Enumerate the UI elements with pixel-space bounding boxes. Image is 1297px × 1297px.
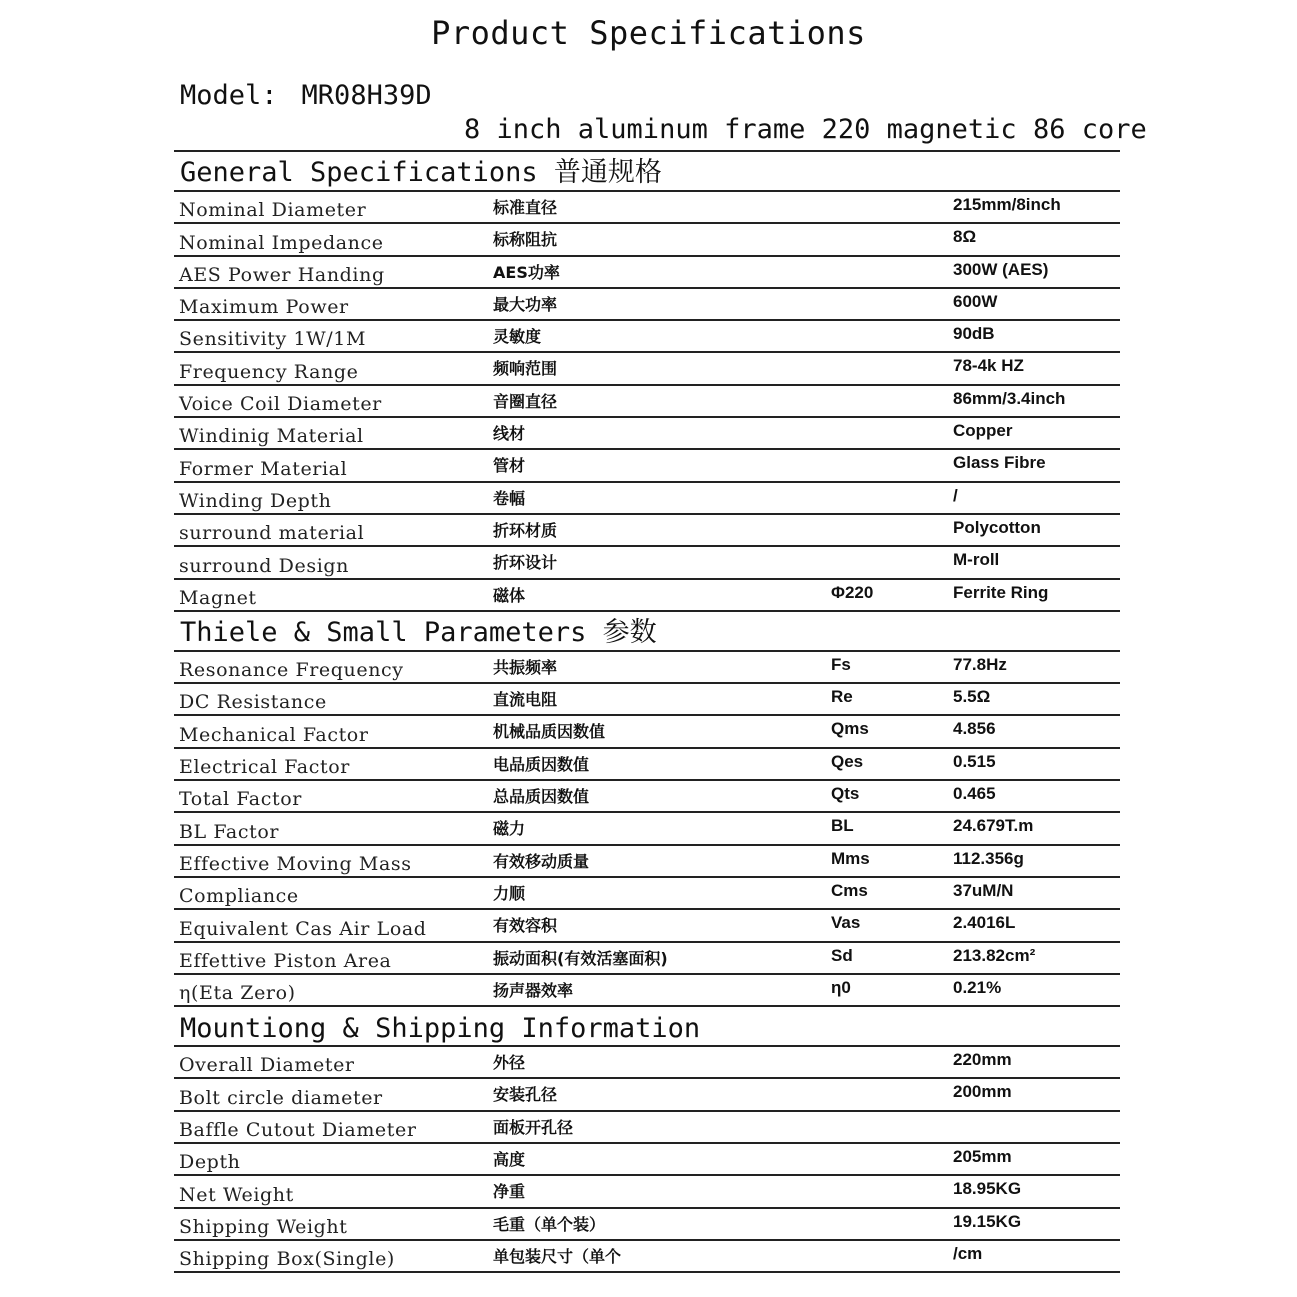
spec-value: 8Ω bbox=[953, 227, 977, 247]
section-title: Thiele & Small Parameters 参数 bbox=[180, 616, 657, 648]
spec-name-cn: 直流电阻 bbox=[493, 690, 558, 710]
spec-name-en: Net Weight bbox=[179, 1183, 294, 1206]
spec-value: 77.8Hz bbox=[953, 654, 1007, 674]
spec-value: 112.356g bbox=[953, 848, 1024, 868]
spec-name-cn: 磁体 bbox=[493, 585, 526, 605]
spec-row bbox=[174, 547, 1120, 579]
section-heading bbox=[174, 152, 1120, 192]
spec-name-cn: 标称阻抗 bbox=[493, 230, 558, 250]
spec-name-en: Resonance Frequency bbox=[179, 659, 404, 682]
spec-name-cn: 线材 bbox=[493, 424, 526, 444]
spec-name-en: Frequency Range bbox=[179, 360, 359, 383]
spec-row bbox=[174, 418, 1120, 450]
spec-name-en: Bolt circle diameter bbox=[179, 1086, 383, 1109]
spec-value: 200mm bbox=[953, 1082, 1012, 1102]
spec-value: 2.4016L bbox=[953, 913, 1016, 933]
spec-symbol: Qts bbox=[831, 784, 860, 804]
spec-row bbox=[174, 975, 1120, 1007]
spec-name-en: Depth bbox=[179, 1151, 241, 1174]
spec-name-cn: 音圈直径 bbox=[493, 391, 558, 411]
spec-row bbox=[174, 813, 1120, 845]
spec-name-cn: 管材 bbox=[493, 456, 526, 476]
spec-value: 300W (AES) bbox=[953, 259, 1049, 279]
spec-name-en: Electrical Factor bbox=[179, 756, 350, 779]
spec-name-cn: 净重 bbox=[493, 1182, 526, 1202]
spec-name-cn: 单包装尺寸（单个 bbox=[493, 1246, 622, 1266]
spec-symbol: Mms bbox=[831, 848, 870, 868]
spec-name-en: Voice Coil Diameter bbox=[179, 393, 382, 416]
spec-name-cn: 高度 bbox=[493, 1150, 526, 1170]
spec-row bbox=[174, 878, 1120, 910]
spec-value: /cm bbox=[953, 1243, 983, 1263]
spec-symbol: Sd bbox=[831, 945, 853, 965]
spec-value: 86mm/3.4inch bbox=[953, 388, 1066, 408]
spec-row bbox=[174, 1144, 1120, 1176]
spec-name-cn: 力顺 bbox=[493, 883, 526, 903]
spec-name-cn: 卷幅 bbox=[493, 488, 526, 508]
spec-name-en: Baffle Cutout Diameter bbox=[179, 1119, 417, 1142]
spec-name-cn: 总品质因数值 bbox=[493, 787, 590, 807]
spec-row bbox=[174, 386, 1120, 418]
spec-name-en: Nominal Diameter bbox=[179, 199, 367, 222]
model-line bbox=[180, 80, 432, 111]
spec-name-en: Shipping Weight bbox=[179, 1215, 348, 1238]
spec-row bbox=[174, 450, 1120, 482]
spec-value: Ferrite Ring bbox=[953, 582, 1049, 602]
spec-value: 18.95KG bbox=[953, 1179, 1022, 1199]
spec-value: / bbox=[953, 485, 958, 505]
spec-row bbox=[174, 289, 1120, 321]
spec-row bbox=[174, 321, 1120, 353]
spec-name-en: surround material bbox=[179, 522, 365, 545]
spec-name-cn: 扬声器效率 bbox=[493, 980, 574, 1000]
spec-row bbox=[174, 1079, 1120, 1111]
spec-name-en: Equivalent Cas Air Load bbox=[179, 917, 427, 940]
spec-name-en: Total Factor bbox=[179, 788, 302, 811]
spec-row bbox=[174, 515, 1120, 547]
spec-name-en: BL Factor bbox=[179, 820, 280, 843]
spec-row bbox=[174, 846, 1120, 878]
spec-value: Glass Fibre bbox=[953, 453, 1046, 473]
spec-row bbox=[174, 1176, 1120, 1208]
spec-name-cn: 最大功率 bbox=[493, 294, 558, 314]
spec-name-en: Winding Depth bbox=[179, 489, 332, 512]
spec-value: 213.82cm² bbox=[953, 945, 1036, 965]
spec-name-en: η(Eta Zero) bbox=[179, 982, 296, 1005]
spec-value: 0.21% bbox=[953, 977, 1002, 997]
spec-value: 220mm bbox=[953, 1050, 1012, 1070]
spec-symbol: Vas bbox=[831, 913, 861, 933]
spec-value: Copper bbox=[953, 421, 1013, 441]
spec-name-cn: 有效容积 bbox=[493, 916, 558, 936]
spec-row bbox=[174, 257, 1120, 289]
spec-name-en: Former Material bbox=[179, 457, 348, 480]
spec-value: 37uM/N bbox=[953, 880, 1014, 900]
section-heading bbox=[174, 612, 1120, 652]
spec-name-en: Maximum Power bbox=[179, 296, 349, 319]
spec-symbol: Φ220 bbox=[831, 582, 874, 602]
spec-table bbox=[174, 150, 1120, 1273]
spec-name-en: Effective Moving Mass bbox=[179, 852, 412, 875]
spec-value: 600W bbox=[953, 291, 998, 311]
spec-name-cn: 共振频率 bbox=[493, 657, 558, 677]
spec-value: 215mm/8inch bbox=[953, 195, 1061, 214]
spec-row bbox=[174, 580, 1120, 612]
spec-name-cn: 面板开孔径 bbox=[493, 1117, 574, 1137]
spec-name-cn: 折环材质 bbox=[493, 520, 558, 540]
spec-value: Polycotton bbox=[953, 517, 1041, 537]
section-heading bbox=[174, 1007, 1120, 1047]
spec-symbol: BL bbox=[831, 816, 854, 836]
spec-value: 4.856 bbox=[953, 719, 996, 739]
spec-name-cn: 频响范围 bbox=[493, 359, 558, 379]
spec-name-cn: 折环设计 bbox=[493, 553, 558, 573]
spec-name-en: DC Resistance bbox=[179, 691, 327, 714]
section-title: Mountiong & Shipping Information bbox=[180, 1013, 701, 1045]
spec-symbol: η0 bbox=[831, 977, 851, 997]
product-subtitle: 8 inch aluminum frame 220 magnetic 86 core bbox=[464, 114, 1147, 145]
model-value: MR08H39D bbox=[301, 80, 432, 111]
spec-name-cn: 有效移动质量 bbox=[493, 851, 590, 871]
spec-name-en: Compliance bbox=[179, 885, 299, 908]
spec-name-cn: AES功率 bbox=[493, 262, 560, 282]
spec-row bbox=[174, 943, 1120, 975]
model-label: Model: bbox=[180, 80, 278, 111]
spec-name-cn: 安装孔径 bbox=[493, 1085, 558, 1105]
spec-row bbox=[174, 1241, 1120, 1273]
spec-row bbox=[174, 716, 1120, 748]
spec-row bbox=[174, 353, 1120, 385]
spec-value: 0.465 bbox=[953, 784, 996, 804]
spec-value: 78-4k HZ bbox=[953, 356, 1024, 376]
spec-name-en: Effettive Piston Area bbox=[179, 949, 392, 972]
spec-name-en: Magnet bbox=[179, 586, 257, 609]
spec-value: 90dB bbox=[953, 324, 995, 344]
spec-row bbox=[174, 1112, 1120, 1144]
spec-row bbox=[174, 1209, 1120, 1241]
spec-value: 5.5Ω bbox=[953, 687, 991, 707]
spec-row bbox=[174, 1047, 1120, 1079]
spec-row bbox=[174, 652, 1120, 684]
spec-row bbox=[174, 749, 1120, 781]
spec-name-cn: 电品质因数值 bbox=[493, 754, 590, 774]
spec-name-en: Windinig Material bbox=[179, 425, 364, 448]
spec-name-cn: 标准直径 bbox=[493, 198, 558, 217]
spec-name-en: Mechanical Factor bbox=[179, 723, 369, 746]
spec-name-en: Nominal Impedance bbox=[179, 231, 384, 254]
spec-name-cn: 灵敏度 bbox=[493, 327, 542, 347]
spec-name-en: AES Power Handing bbox=[179, 263, 385, 286]
spec-value: 19.15KG bbox=[953, 1211, 1022, 1231]
spec-name-en: Overall Diameter bbox=[179, 1054, 355, 1077]
spec-row bbox=[174, 781, 1120, 813]
spec-symbol: Qes bbox=[831, 751, 864, 771]
spec-name-en: Shipping Box(Single) bbox=[179, 1248, 395, 1271]
spec-row bbox=[174, 483, 1120, 515]
spec-value: 0.515 bbox=[953, 751, 996, 771]
spec-name-cn: 磁力 bbox=[493, 819, 526, 839]
spec-name-cn: 外径 bbox=[493, 1053, 526, 1073]
spec-row bbox=[174, 910, 1120, 942]
spec-value: 24.679T.m bbox=[953, 816, 1034, 836]
spec-symbol: Qms bbox=[831, 719, 869, 739]
spec-row bbox=[174, 224, 1120, 256]
spec-value: 205mm bbox=[953, 1147, 1012, 1167]
spec-name-en: surround Design bbox=[179, 554, 349, 577]
spec-name-cn: 振动面积(有效活塞面积) bbox=[493, 948, 668, 968]
spec-name-en: Sensitivity 1W/1M bbox=[179, 328, 367, 351]
spec-row bbox=[174, 192, 1120, 224]
section-title: General Specifications 普通规格 bbox=[180, 157, 662, 188]
spec-value: M-roll bbox=[953, 550, 1000, 570]
spec-name-cn: 毛重（单个装） bbox=[493, 1214, 606, 1234]
spec-symbol: Cms bbox=[831, 880, 868, 900]
spec-symbol: Fs bbox=[831, 654, 851, 674]
spec-row bbox=[174, 684, 1120, 716]
page-title: Product Specifications bbox=[431, 14, 866, 52]
spec-symbol: Re bbox=[831, 687, 853, 707]
spec-name-cn: 机械品质因数值 bbox=[493, 722, 606, 742]
